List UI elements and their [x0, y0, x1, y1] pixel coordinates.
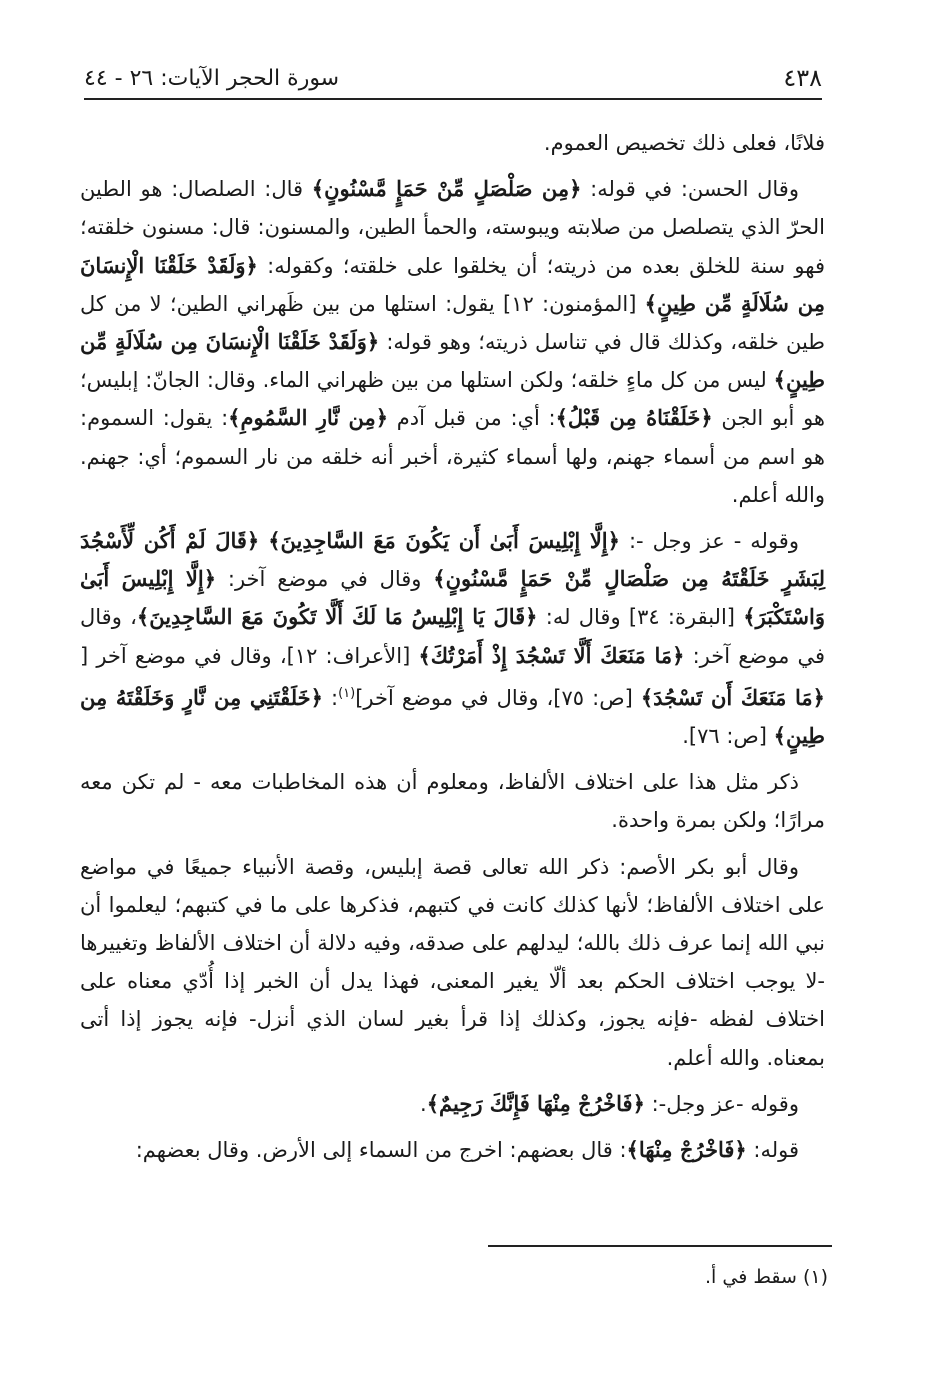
page-number: ٤٣٨ — [783, 64, 822, 92]
text-run: ليس من كل ماءٍ خلقه؛ ولكن استلها من بين ظهراني الماء. وقال: الجانّ: إبليس؛ هو أبو الجن — [80, 368, 826, 431]
quran-verse: ﴿مَا مَنَعَكَ أَن تَسْجُدَ﴾ — [640, 684, 825, 710]
text-run: . — [420, 1091, 427, 1116]
text-run: ، وقال في موضع آخر: — [80, 605, 826, 668]
page-header — [84, 58, 822, 100]
quran-verse: ﴿خَلَقْتَنِي مِن نَّارٍ وَخَلَقْتَهُ مِن طِينٍ﴾ — [80, 684, 825, 749]
text-run: قال: الصلصال: هو الطين الحرّ الذي يتصلصل من صلابته ويبوسته، والحمأ الطين، والمسنون: قال: مسنون خلقته؛ فهو سنة للخلق بعده من ذريته؛ أن يخلقوا على خلقته؛ وكقوله: — [80, 177, 825, 278]
quran-verse: ﴿فَاخْرُجْ مِنْهَا﴾ — [626, 1137, 747, 1163]
main-text — [80, 124, 825, 1177]
footnote — [450, 1262, 828, 1292]
text-run: وقوله -عز وجل-: — [644, 1091, 799, 1116]
text-run: : يقول: السموم: هو اسم من أسماء جهنم، ولها أسماء كثيرة، أخبر أنه خلقه من نار السموم؛ أي: جهنم. والله أعلم. — [80, 406, 825, 507]
text-run: [ص: ٧٥]، وقال في موضع آخر] — [355, 685, 641, 710]
text-run: وقال أبو بكر الأصم: ذكر الله تعالى قصة إبليس، وقصة الأنبياء جميعًا في مواضع على اختلاف الألفاظ؛ لأنها كذلك كانت في كتبهم، فذكرها على ما في كتبهم؛ ليعلموا أن نبي الله إنما عرف ذلك بالله؛ ليدلهم على صدقه، وفيه دلالة أن اختلاف الألفاظ وتغييرها -لا يوجب اختلاف الحكم بعد ألّا يغير المعنى، فهذا يدل أن الخبر إذا أُدّي معناه على اختلاف لفظه -فإنه يجوز، وكذلك إذا قرأ بغير لسان الذي أنزل- فإنه يجوز إذا أتى بمعناه. والله أعلم. — [80, 854, 825, 1070]
quran-verse: ﴿إِلَّا إِبْلِيسَ أَبَىٰ وَاسْتَكْبَرَ﴾ — [80, 566, 825, 630]
text-run: : قال بعضهم: اخرج من السماء إلى الأرض. وقال بعضهم: — [135, 1138, 627, 1163]
footnote-reference: (١) — [338, 685, 356, 701]
text-run: فلانًا، فعلى ذلك تخصيص العموم. — [543, 131, 825, 155]
text-run: قوله: — [746, 1138, 799, 1163]
paragraph — [80, 522, 825, 755]
quran-verse: ﴿إِلَّا إِبْلِيسَ أَبَىٰ أَن يَكُونَ مَعَ السَّاجِدِينَ﴾ — [268, 528, 620, 554]
text-run: ذكر مثل هذا على اختلاف الألفاظ، ومعلوم أن هذه المخاطبات معه - لم تكن معه مرارًا؛ ولكن بمرة واحدة. — [80, 770, 825, 833]
text-run — [259, 529, 268, 553]
paragraph — [80, 763, 825, 839]
quran-verse: ﴿قَالَ يَا إِبْلِيسُ مَا لَكَ أَلَّا تَكُونَ مَعَ السَّاجِدِينَ﴾ — [136, 604, 538, 630]
footnote-text: سقط في أ. — [705, 1266, 797, 1288]
quran-verse: ﴿قَالَ لَمْ أَكُن لِّأَسْجُدَ لِبَشَرٍ خَلَقْتَهُ مِن صَلْصَالٍ مِّنْ حَمَإٍ مَّسْنُونٍ﴾ — [80, 528, 826, 592]
quran-verse: ﴿وَلَقَدْ خَلَقْنَا الْإِنسَانَ مِن سُلَالَةٍ مِّن طِينٍ﴾ — [80, 329, 825, 393]
text-run: [ص: ٧٦]. — [682, 724, 774, 749]
text-run: [البقرة: ٣٤] وقال له: — [537, 605, 744, 630]
running-title: سورة الحجر الآيات: ٢٦ - ٤٤ — [84, 65, 340, 91]
text-run: [المؤمنون: ١٢] يقول: استلها من بين ظَهراني الطين؛ لا من كل طين خلقه، وكذلك قال في تناسل ذريته؛ وهو قوله: — [80, 291, 825, 355]
text-run: [الأعراف: ١٢]، وقال في موضع آخر [ — [80, 643, 419, 668]
text-run: : — [322, 685, 339, 710]
text-run: : أي: من قبل آدم — [388, 406, 556, 431]
quran-verse: ﴿وَلَقَدْ خَلَقْنَا الْإِنسَانَ مِن سُلَالَةٍ مِّن طِينٍ﴾ — [80, 252, 825, 316]
quran-verse: ﴿فَاخْرُجْ مِنْهَا فَإِنَّكَ رَجِيمٌ﴾ — [426, 1090, 645, 1116]
text-run: وقوله - عز وجل -: — [619, 529, 799, 554]
footnote-marker: (١) — [802, 1266, 828, 1288]
footnote-separator — [488, 1245, 832, 1247]
text-run: وقال في موضع آخر: — [216, 567, 434, 592]
quran-verse: ﴿مَا مَنَعَكَ أَلَّا تَسْجُدَ إِذْ أَمَرْتُكَ﴾ — [418, 642, 685, 668]
quran-verse: ﴿مِن صَلْصَلٍ مِّنْ حَمَإٍ مَّسْنُونٍ﴾ — [311, 176, 582, 202]
paragraph — [80, 848, 825, 1077]
quran-verse: ﴿خَلَقْنَاهُ مِن قَبْلُ﴾ — [555, 405, 713, 431]
paragraph — [80, 170, 825, 514]
paragraph — [80, 1131, 825, 1169]
quran-verse: ﴿مِن نَّارِ السَّمُومِ﴾ — [228, 405, 389, 431]
paragraph — [80, 124, 825, 162]
text-run: وقال الحسن: في قوله: — [581, 177, 799, 202]
paragraph — [80, 1085, 825, 1123]
